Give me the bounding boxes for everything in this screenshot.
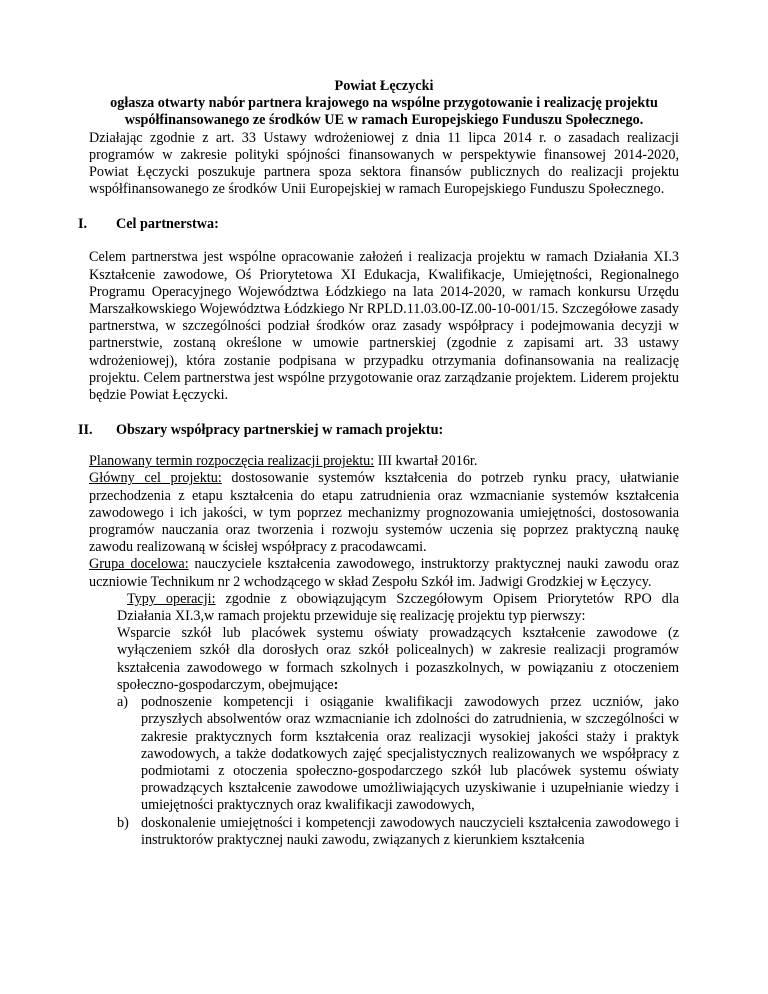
list-item-text: podnoszenie kompetencji i osiąganie kwalifikacji zawodowych przez uczniów, jako przyszłych absolwentów oraz wzmacnianie ich zdolności do zatrudnienia, w szczególności w zakresie praktycznych form kształcenia oraz realizacji wysokiej jakości staży i praktyk zawodowych, a także dodatkowych zajęć specjalistycznych realizowanych we współpracy z podmiotami z otoczenia społeczno-gospodarczego szkół lub placówek systemu oświaty prowadzących kształcenie zawodowe umożliwiających uzyskiwanie i uzupełnianie wiedzy i umiejętności praktycznych oraz kwalifikacji zawodowych, bbox=[141, 694, 679, 814]
project-start-line bbox=[89, 453, 679, 470]
intro-paragraph: Działając zgodnie z art. 33 Ustawy wdrożeniowej z dnia 11 lipca 2014 r. o zasadach realizacji programów w zakresie polityki spójności finansowanych w perspektywie finansowej 2014-2020, Powiat Łęczycki poszukuje partnera spoza sektora finansów publicznych do realizacji projektu współfinansowanego ze środków Unii Europejskiej w ramach Europejskiego Funduszu Społecznego. bbox=[89, 129, 679, 198]
operation-types-value: zgodnie z obowiązującym Szczegółowym Opisem Priorytetów RPO dla Działania XI.3,w ramach projektu przewiduje się realizację projektu typ pierwszy: bbox=[117, 590, 679, 625]
section-2-body bbox=[89, 453, 679, 849]
target-group-value: nauczyciele kształcenia zawodowego, instruktorzy praktycznej nauki zawodu oraz uczniowie Technikum nr 2 wchodzącego w skład Zespołu Szkół im. Jadwigi Grodzkiej w Łęczycy. bbox=[89, 556, 679, 590]
target-group-label: Grupa docelowa: bbox=[89, 556, 189, 573]
title-line-issuer: Powiat Łęczycki bbox=[334, 78, 434, 94]
document-title bbox=[89, 78, 679, 130]
section-1-title: Cel partnerstwa: bbox=[116, 216, 219, 233]
list-item bbox=[117, 694, 679, 814]
target-group-paragraph bbox=[89, 556, 679, 590]
project-start-value: III kwartał 2016r. bbox=[374, 453, 478, 470]
section-2-title: Obszary współpracy partnerskiej w ramach projektu: bbox=[116, 422, 444, 439]
list-item-marker: b) bbox=[117, 814, 129, 831]
section-1-number: I. bbox=[78, 216, 88, 233]
title-line-announcement: ogłasza otwarty nabór partnera krajowego na wspólne przygotowanie i realizację projektu bbox=[110, 95, 658, 112]
project-goal-paragraph bbox=[89, 470, 679, 556]
operation-types-label: Typy operacji: bbox=[127, 590, 216, 607]
project-goal-value: dostosowanie systemów kształcenia do potrzeb rynku pracy, ułatwianie przechodzenia z etapu kształcenia do etapu zatrudnienia oraz wzmacnianie systemów kształcenia zawodowego i ich jakości, w tym poprzez mechanizmy prognozowania umiejętności, dostosowania programów nauczania oraz tworzenia i rozwoju systemów uczenia się poprzez praktyczną naukę zawodu realizowaną w ścisłej współpracy z pracodawcami. bbox=[89, 470, 679, 556]
section-1-body: Celem partnerstwa jest wspólne opracowanie założeń i realizacja projektu w ramach Działania XI.3 Kształcenie zawodowe, Oś Priorytetowa XI Edukacja, Kwalifikacje, Umiejętności, Regionalnego Programu Operacyjnego Województwa Łódzkiego na lata 2014-2020, w ramach konkursu Urzędu Marszałkowskiego Województwa Łódzkiego Nr RPLD.11.03.00-IZ.00-10-001/15. Szczegółowe zasady partnerstwa, w szczególności podział środków oraz zasady współpracy i podejmowania decyzji w partnerstwie, zostaną określone w umowie partnerskiej (zgodnie z zapisami art. 33 ustawy wdrożeniowej), która zostanie podpisana w przypadku otrzymania dofinansowania na realizację projektu. Celem partnerstwa jest wspólne przygotowanie oraz zarządzanie projektem. Liderem projektu będzie Powiat Łęczycki. bbox=[89, 249, 679, 404]
support-colon: : bbox=[333, 676, 339, 693]
project-goal-label: Główny cel projektu: bbox=[89, 470, 222, 487]
operation-types-block bbox=[117, 591, 679, 849]
operation-types-paragraph bbox=[117, 591, 679, 625]
project-start-label: Planowany termin rozpoczęcia realizacji projektu: bbox=[89, 453, 375, 470]
list-item bbox=[117, 815, 679, 849]
document-page bbox=[78, 78, 679, 849]
title-line-funding: współfinansowanego ze środków UE w ramach Europejskiego Funduszu Społecznego. bbox=[124, 112, 644, 129]
section-1-heading bbox=[78, 216, 679, 233]
support-paragraph bbox=[117, 625, 679, 694]
support-text: Wsparcie szkół lub placówek systemu oświaty prowadzących kształcenie zawodowe (z wyłączeniem szkół dla dorosłych oraz szkół policealnych) w zakresie realizacji programów kształcenia zawodowego w formach szkolnych i pozaszkolnych, w powiązaniu z otoczeniem społeczno-gospodarczym, obejmujące bbox=[117, 625, 679, 693]
list-item-marker: a) bbox=[117, 694, 129, 711]
section-2-heading bbox=[78, 422, 679, 439]
list-item-text: doskonalenie umiejętności i kompetencji zawodowych nauczycieli kształcenia zawodowego i instruktorów praktycznej nauki zawodu, związanych z kierunkiem kształcenia bbox=[141, 814, 679, 848]
section-2-number: II. bbox=[78, 422, 93, 439]
